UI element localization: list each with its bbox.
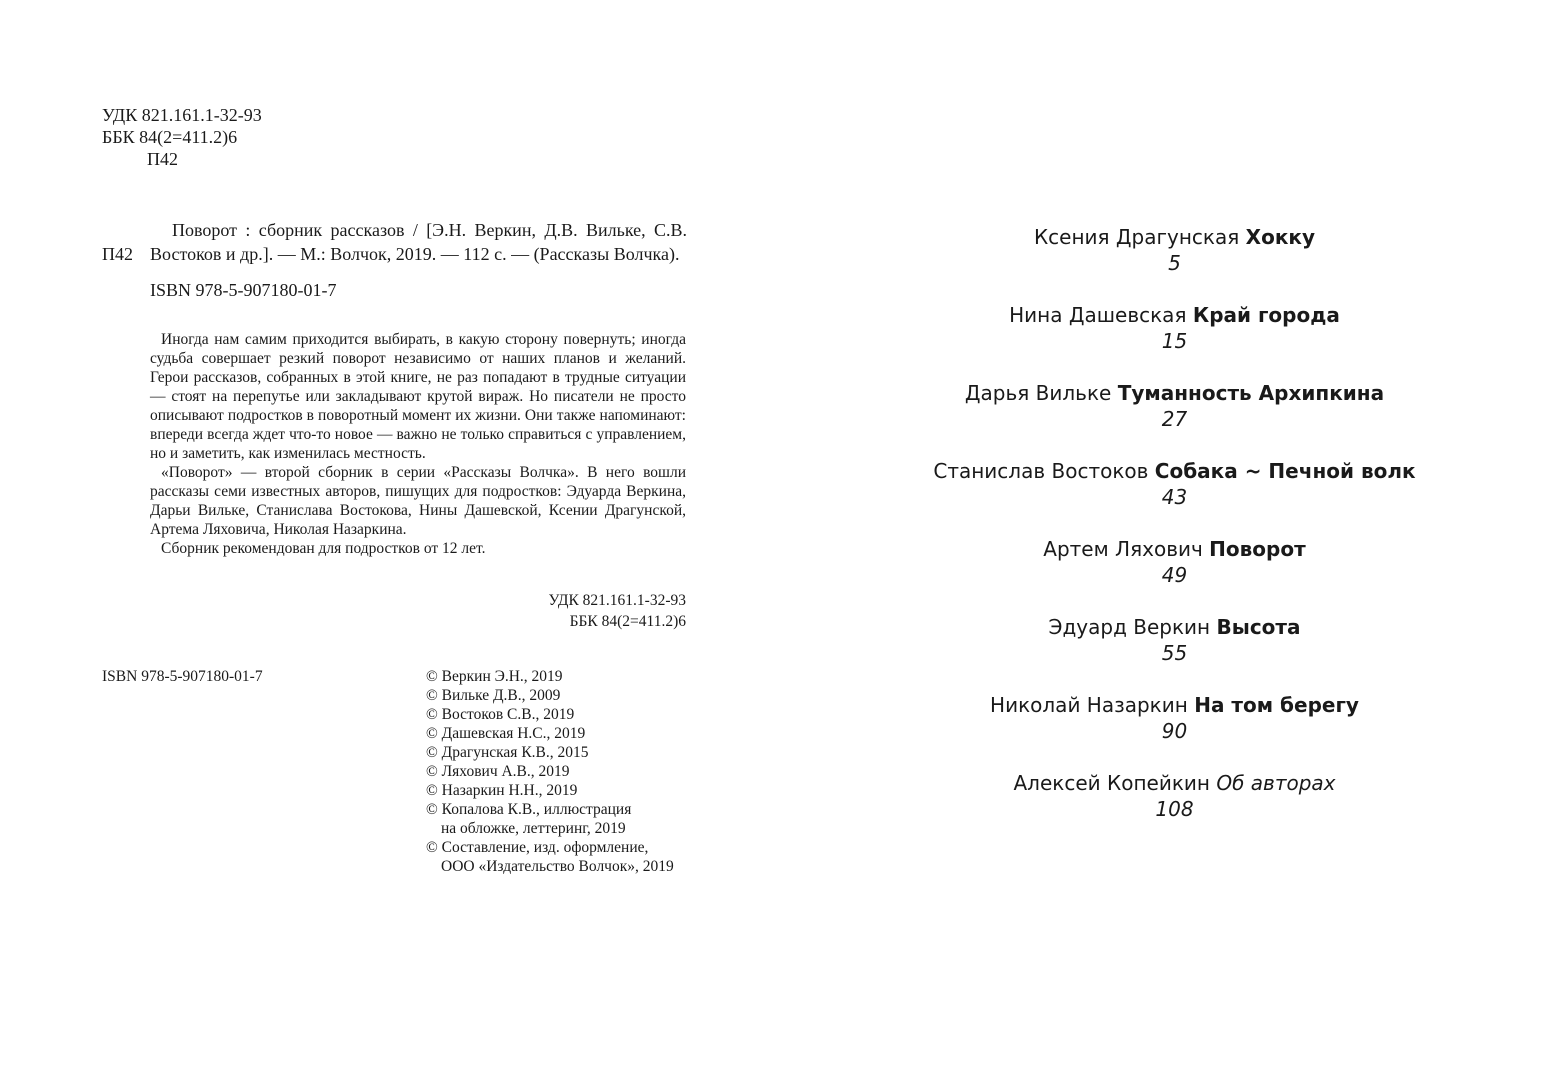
table-of-contents bbox=[783, 224, 1566, 848]
toc-entry[interactable] bbox=[783, 770, 1566, 848]
isbn-bottom: ISBN 978-5-907180-01-7 bbox=[102, 668, 263, 685]
annotation-paragraph: Сборник рекомендован для подростков от 12 лет. bbox=[161, 540, 486, 557]
copyright-line: © Назаркин Н.Н., 2019 bbox=[426, 782, 578, 799]
toc-title: На том берегу bbox=[1194, 693, 1359, 717]
copyright-list bbox=[426, 667, 674, 876]
toc-entry[interactable] bbox=[783, 224, 1566, 302]
classification-block-right bbox=[450, 590, 686, 632]
toc-entry[interactable] bbox=[783, 536, 1566, 614]
bibliographic-description: Поворот : сборник рассказов / [Э.Н. Веркин, Д.В. Вильке, С.В. Востоков и др.]. — М.: Волчок, 2019. — 112 с. — (Рассказы Волчка). bbox=[150, 220, 687, 264]
classification-block bbox=[102, 104, 262, 170]
copyright-continuation: на обложке, леттеринг, 2019 bbox=[441, 820, 626, 837]
toc-page-number: 108 bbox=[1155, 797, 1194, 821]
copyright-line: © Востоков С.В., 2019 bbox=[426, 706, 575, 723]
toc-title: Собака ~ Печной волк bbox=[1154, 459, 1416, 483]
udk-code: УДК 821.161.1-32-93 bbox=[102, 105, 262, 125]
toc-title: Туманность Архипкина bbox=[1117, 381, 1385, 405]
toc-author: Алексей Копейкин bbox=[1013, 771, 1210, 795]
toc-author: Эдуард Веркин bbox=[1048, 615, 1211, 639]
copyright-line: © Драгунская К.В., 2015 bbox=[426, 744, 589, 761]
annotation-paragraph: «Поворот» — второй сборник в серии «Рассказы Волчка». В него вошли рассказы семи известных авторов, пишущих для подростков: Эдуарда Веркина, Дарьи Вильке, Станислава Востокова, Нины Дашевской, Ксении Драгунской, Артема Ляховича, Николая Назаркина. bbox=[150, 464, 686, 538]
toc-title: Об авторах bbox=[1216, 771, 1336, 795]
toc-title: Высота bbox=[1216, 615, 1301, 639]
toc-author: Дарья Вильке bbox=[964, 381, 1112, 405]
author-mark: П42 bbox=[147, 149, 178, 169]
bbk-code-right: ББК 84(2=411.2)6 bbox=[569, 613, 686, 630]
copyright-line: © Копалова К.В., иллюстрация bbox=[426, 801, 632, 818]
toc-title: Поворот bbox=[1209, 537, 1306, 561]
toc-page-number: 55 bbox=[1161, 641, 1188, 665]
toc-title: Край города bbox=[1192, 303, 1340, 327]
toc-title: Хокку bbox=[1245, 225, 1316, 249]
toc-page-number: 90 bbox=[1161, 719, 1188, 743]
udk-code-right: УДК 821.161.1-32-93 bbox=[548, 592, 686, 609]
toc-author: Николай Назаркин bbox=[990, 693, 1188, 717]
toc-author: Ксения Драгунская bbox=[1033, 225, 1240, 249]
toc-entry[interactable] bbox=[783, 692, 1566, 770]
copyright-line: © Веркин Э.Н., 2019 bbox=[426, 668, 563, 685]
toc-entry[interactable] bbox=[783, 302, 1566, 380]
toc-author: Станислав Востоков bbox=[933, 459, 1149, 483]
bibliographic-record bbox=[102, 218, 687, 302]
copyright-continuation: ООО «Издательство Волчок», 2019 bbox=[441, 858, 674, 875]
copyright-line: © Ляхович А.В., 2019 bbox=[426, 763, 570, 780]
toc-page-number: 43 bbox=[1161, 485, 1188, 509]
toc-page-number: 27 bbox=[1161, 407, 1188, 431]
copyright-line: © Составление, изд. оформление, bbox=[426, 839, 649, 856]
isbn-line: ISBN 978-5-907180-01-7 bbox=[150, 280, 337, 300]
toc-page-number: 5 bbox=[1168, 251, 1181, 275]
copyright-line: © Вильке Д.В., 2009 bbox=[426, 687, 561, 704]
toc-author: Нина Дашевская bbox=[1009, 303, 1187, 327]
bbk-code: ББК 84(2=411.2)6 bbox=[102, 127, 238, 147]
annotation bbox=[150, 330, 686, 558]
annotation-paragraph: Иногда нам самим приходится выбирать, в какую сторону повернуть; иногда судьба совершает резкий поворот независимо от наших планов и желаний. Герои рассказов, собранных в этой книге, не раз попадают в трудные ситуации — стоят на перепутье или закладывают крутой вираж. Но писатели не просто описывают подростков в поворотный момент их жизни. Они также напоминают: впереди всегда ждет что-то новое — важно не только справиться с управлением, но и заметить, как изменилась местность. bbox=[150, 331, 686, 462]
toc-entry[interactable] bbox=[783, 458, 1566, 536]
copyright-line: © Дашевская Н.С., 2019 bbox=[426, 725, 586, 742]
author-mark-side: П42 bbox=[102, 244, 133, 264]
toc-author: Артем Ляхович bbox=[1043, 537, 1203, 561]
toc-entry[interactable] bbox=[783, 614, 1566, 692]
right-page bbox=[783, 0, 1566, 1080]
toc-page-number: 49 bbox=[1161, 563, 1188, 587]
toc-page-number: 15 bbox=[1161, 329, 1188, 353]
toc-entry[interactable] bbox=[783, 380, 1566, 458]
